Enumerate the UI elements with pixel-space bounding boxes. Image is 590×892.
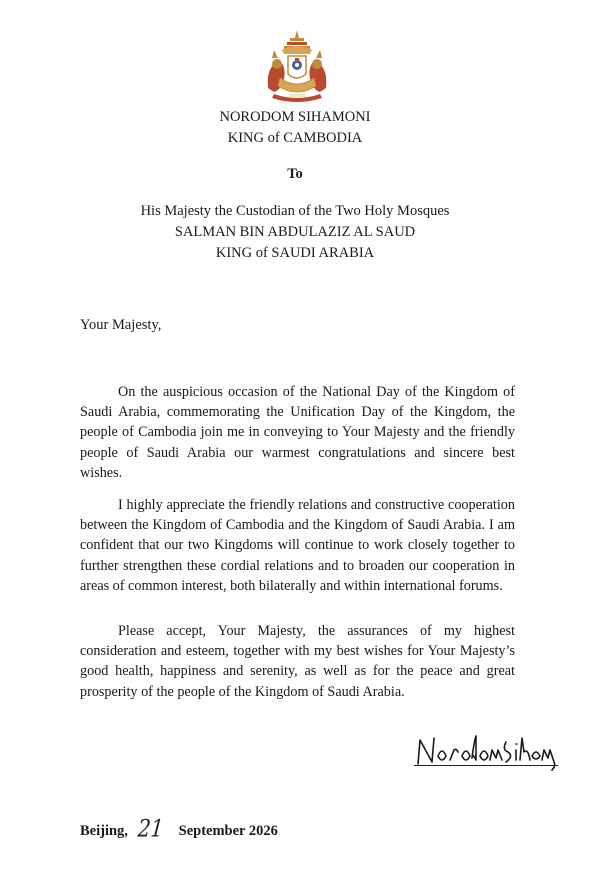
date-line: [80, 813, 278, 843]
signature-underline: [414, 765, 558, 766]
to-label: To: [287, 166, 303, 182]
handwritten-signature: [410, 722, 560, 774]
recipient-name: SALMAN BIN ABDULAZIZ AL SAUD: [174, 224, 416, 240]
sender-name: NORODOM SIHAMONI: [219, 109, 371, 125]
recipient-honorific: His Majesty the Custodian of the Two Holy Mosques: [140, 203, 450, 219]
royal-arms-of-cambodia-icon: [262, 28, 332, 104]
place: Beijing,: [80, 823, 128, 839]
handwritten-day: 21: [136, 813, 165, 843]
recipient-title: KING of SAUDI ARABIA: [215, 245, 375, 261]
paragraph-closing: Please accept, Your Majesty, the assurances of my highest consideration and esteem, together with my best wishes for Your Majesty’s good health, happiness and serenity, as well as for the peace and great prosperity of the people of the Kingdom of Saudi Arabia.: [80, 623, 515, 700]
salutation: Your Majesty,: [80, 317, 162, 333]
paragraph-relations: I highly appreciate the friendly relations and constructive cooperation between the Kingdom of Cambodia and the Kingdom of Saudi Arabia. I am confident that our two Kingdoms will continue to work closely together to further strengthen these cordial relations and to broaden our cooperation in areas of common interest, both bilaterally and within international forums.: [80, 497, 515, 594]
month-year: September 2026: [178, 823, 278, 839]
sender-title: KING of CAMBODIA: [227, 130, 363, 146]
paragraph-congratulations: On the auspicious occasion of the National Day of the Kingdom of Saudi Arabia, commemorating the Unification Day of the Kingdom, the people of Cambodia join me in conveying to Your Majesty and the friendly people of Saudi Arabia our warmest congratulations and sincere best wishes.: [80, 384, 515, 481]
